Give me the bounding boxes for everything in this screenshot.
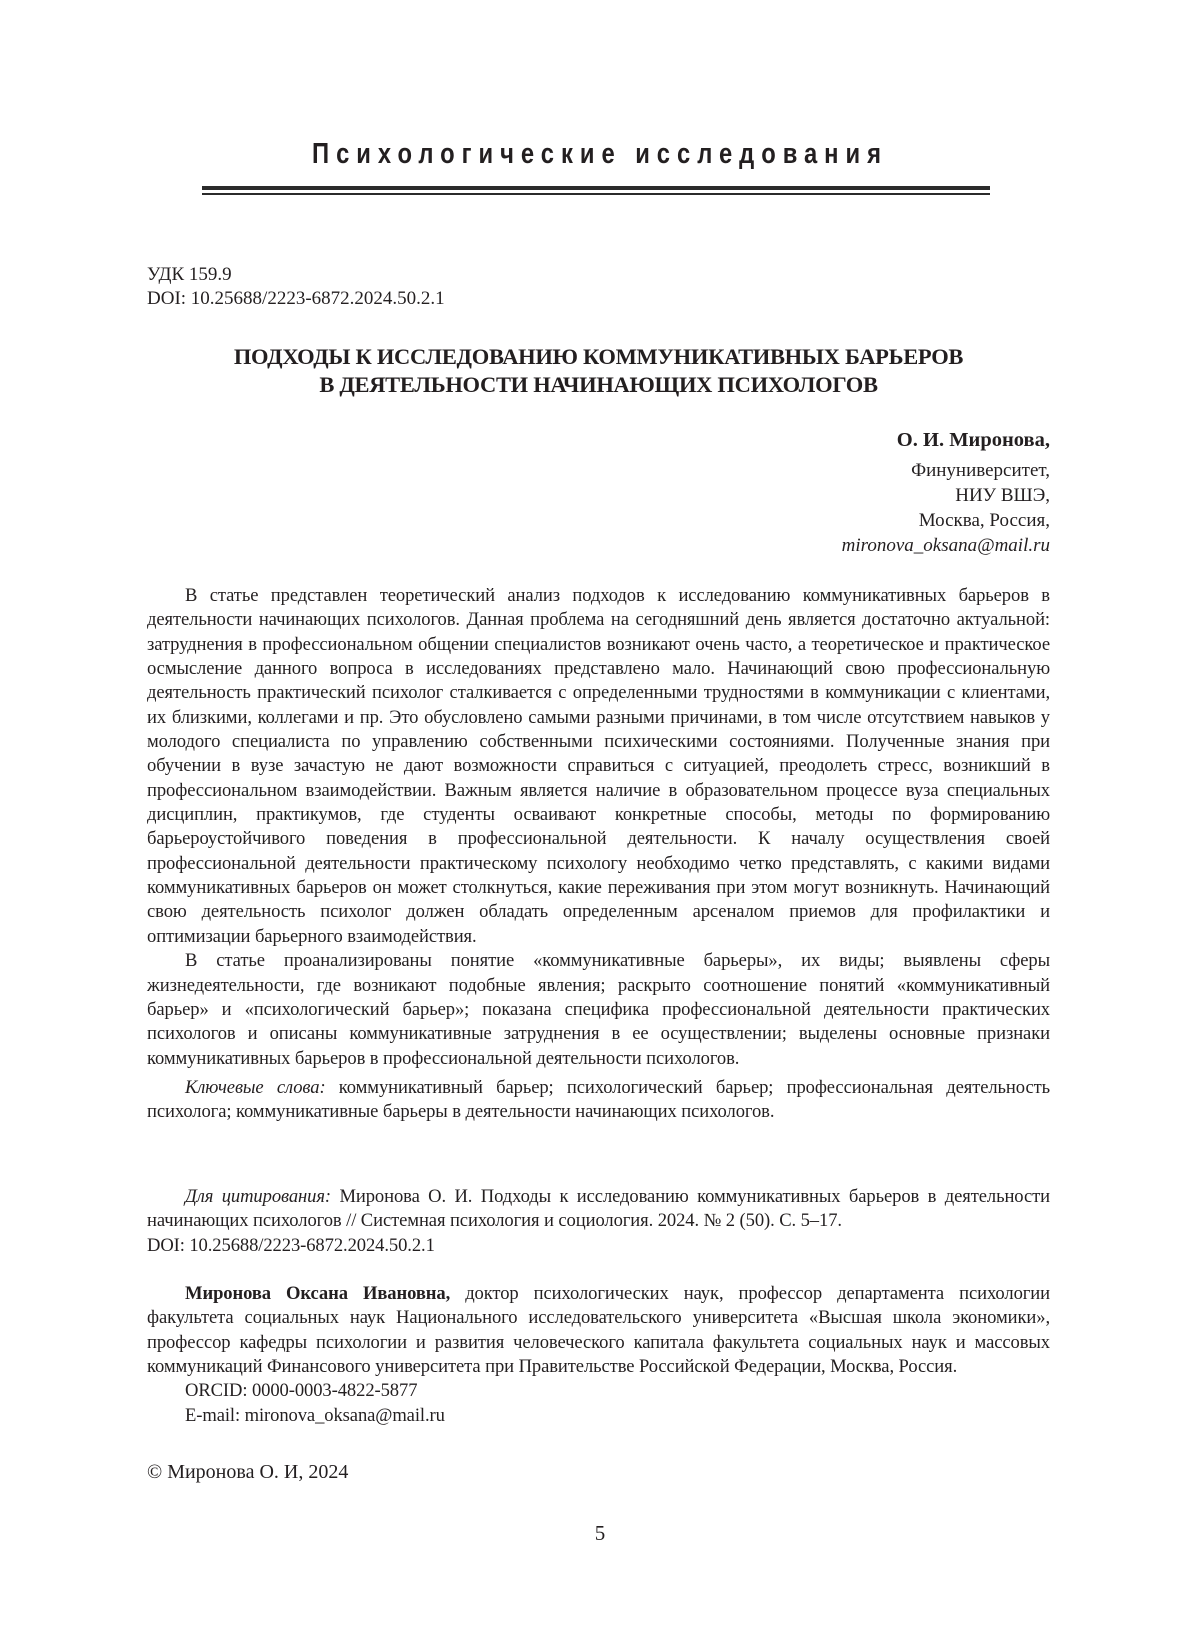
author-name: О. И. Миронова, bbox=[896, 429, 1050, 451]
author-info bbox=[147, 1282, 1050, 1379]
author-info-block bbox=[147, 1282, 1050, 1428]
citation-doi: DOI: 10.25688/2223-6872.2024.50.2.1 bbox=[147, 1234, 435, 1256]
citation-text: Миронова О. И. Подходы к исследованию коммуникативных барьеров в деятельности начинающих психологов // Системная психология и социология. 2024. № 2 (50). С. 5–17. bbox=[147, 1186, 1050, 1232]
affiliation: НИУ ВШЭ, bbox=[955, 485, 1050, 506]
keywords bbox=[147, 1076, 1050, 1125]
running-header-section-title: Психологические исследования bbox=[312, 138, 888, 170]
affiliation-location: Москва, Россия, bbox=[918, 510, 1050, 531]
citation-block bbox=[147, 1185, 1050, 1258]
article-title-line-2: В ДЕЯТЕЛЬНОСТИ НАЧИНАЮЩИХ ПСИХОЛОГОВ bbox=[319, 372, 878, 397]
abstract bbox=[147, 584, 1050, 1125]
abstract-paragraph: В статье проанализированы понятие «коммуникативные барьеры», их виды; выявлены сферы жизнедеятельности, где возникают подобные явления; раскрыто соотношение понятий «коммуникативный барьер» и «психологический барьер»; показана специфика профессиональной деятельности практических психологов и описаны коммуникативные затруднения в ее осуществлении; выделены основные признаки коммуникативных барьеров в профессиональной деятельности психологов. bbox=[147, 950, 1050, 1069]
keywords-label: Ключевые слова: bbox=[185, 1076, 326, 1098]
author-full-name: Миронова Оксана Ивановна, bbox=[185, 1283, 451, 1304]
author-info-email[interactable]: E-mail: mironova_oksana@mail.ru bbox=[185, 1404, 445, 1426]
abstract-paragraph: В статье представлен теоретический анализ подходов к исследованию коммуникативных барьеров в деятельности начинающих психологов. Данная проблема на сегодняшний день является достаточно актуальной: затруднения в профессиональном общении специалистов возникают очень часто, а теоретическое и практическое осмысление данного вопроса в исследованиях представлено мало. Начинающий свою профессиональную деятельность практический психолог сталкивается с определенными трудностями в коммуникации с клиентами, их близкими, коллегами и пр. Это обусловлено самыми разными причинами, в том числе отсутствием навыков у молодого специалиста по управлению собственными психическими состояниями. Полученные знания при обучении в вузе зачастую не дают возможности справиться с ситуацией, преодолеть стресс, возникший в профессиональном взаимодействии. Важным является наличие в образовательном процессе вуза специальных дисциплин, практикумов, где студенты осваивают конкретные способы, методы по формированию барьероустойчивого поведения в профессиональной деятельности. К началу осуществления своей профессиональной деятельности практическому психологу необходимо четко представлять, с какими видами коммуникативных барьеров он может столкнуться, какие переживания при этом могут возникнуть. Начинающий свою деятельность психолог должен обладать определенным арсеналом приемов для профилактики и оптимизации барьерного взаимодействия. bbox=[147, 585, 1050, 947]
header-rule-thick bbox=[202, 186, 990, 190]
orcid: ORCID: 0000-0003-4822-5877 bbox=[185, 1380, 418, 1402]
copyright: © Миронова О. И, 2024 bbox=[147, 1461, 349, 1483]
citation bbox=[147, 1185, 1050, 1234]
article-title-line-1: ПОДХОДЫ К ИССЛЕДОВАНИЮ КОММУНИКАТИВНЫХ БАРЬЕРОВ bbox=[233, 344, 964, 369]
keywords-text: коммуникативный барьер; психологический барьер; профессиональная деятельность психолога; коммуникативные барьеры в деятельности начинающих психологов. bbox=[147, 1076, 1050, 1123]
page-number: 5 bbox=[594, 1521, 606, 1545]
author-email-link[interactable]: mironova_oksana@mail.ru bbox=[841, 535, 1050, 556]
article-title bbox=[147, 343, 1050, 399]
affiliation: Финуниверситет, bbox=[911, 460, 1050, 481]
header-rule-thin bbox=[202, 193, 990, 195]
doi-line: DOI: 10.25688/2223-6872.2024.50.2.1 bbox=[147, 288, 445, 309]
author-block bbox=[842, 428, 1050, 558]
citation-label: Для цитирования: bbox=[185, 1186, 332, 1207]
author-description: доктор психологических наук, профессор департамента психологии факультета социальных наук Национального исследовательского университета «Высшая школа экономики», профессор кафедры психологии и развития человеческого капитала факультета социальных наук и массовых коммуникаций Финансового университета при Правительстве Российской Федерации, Москва, Россия. bbox=[147, 1283, 1050, 1378]
udk-code: УДК 159.9 bbox=[147, 264, 232, 285]
